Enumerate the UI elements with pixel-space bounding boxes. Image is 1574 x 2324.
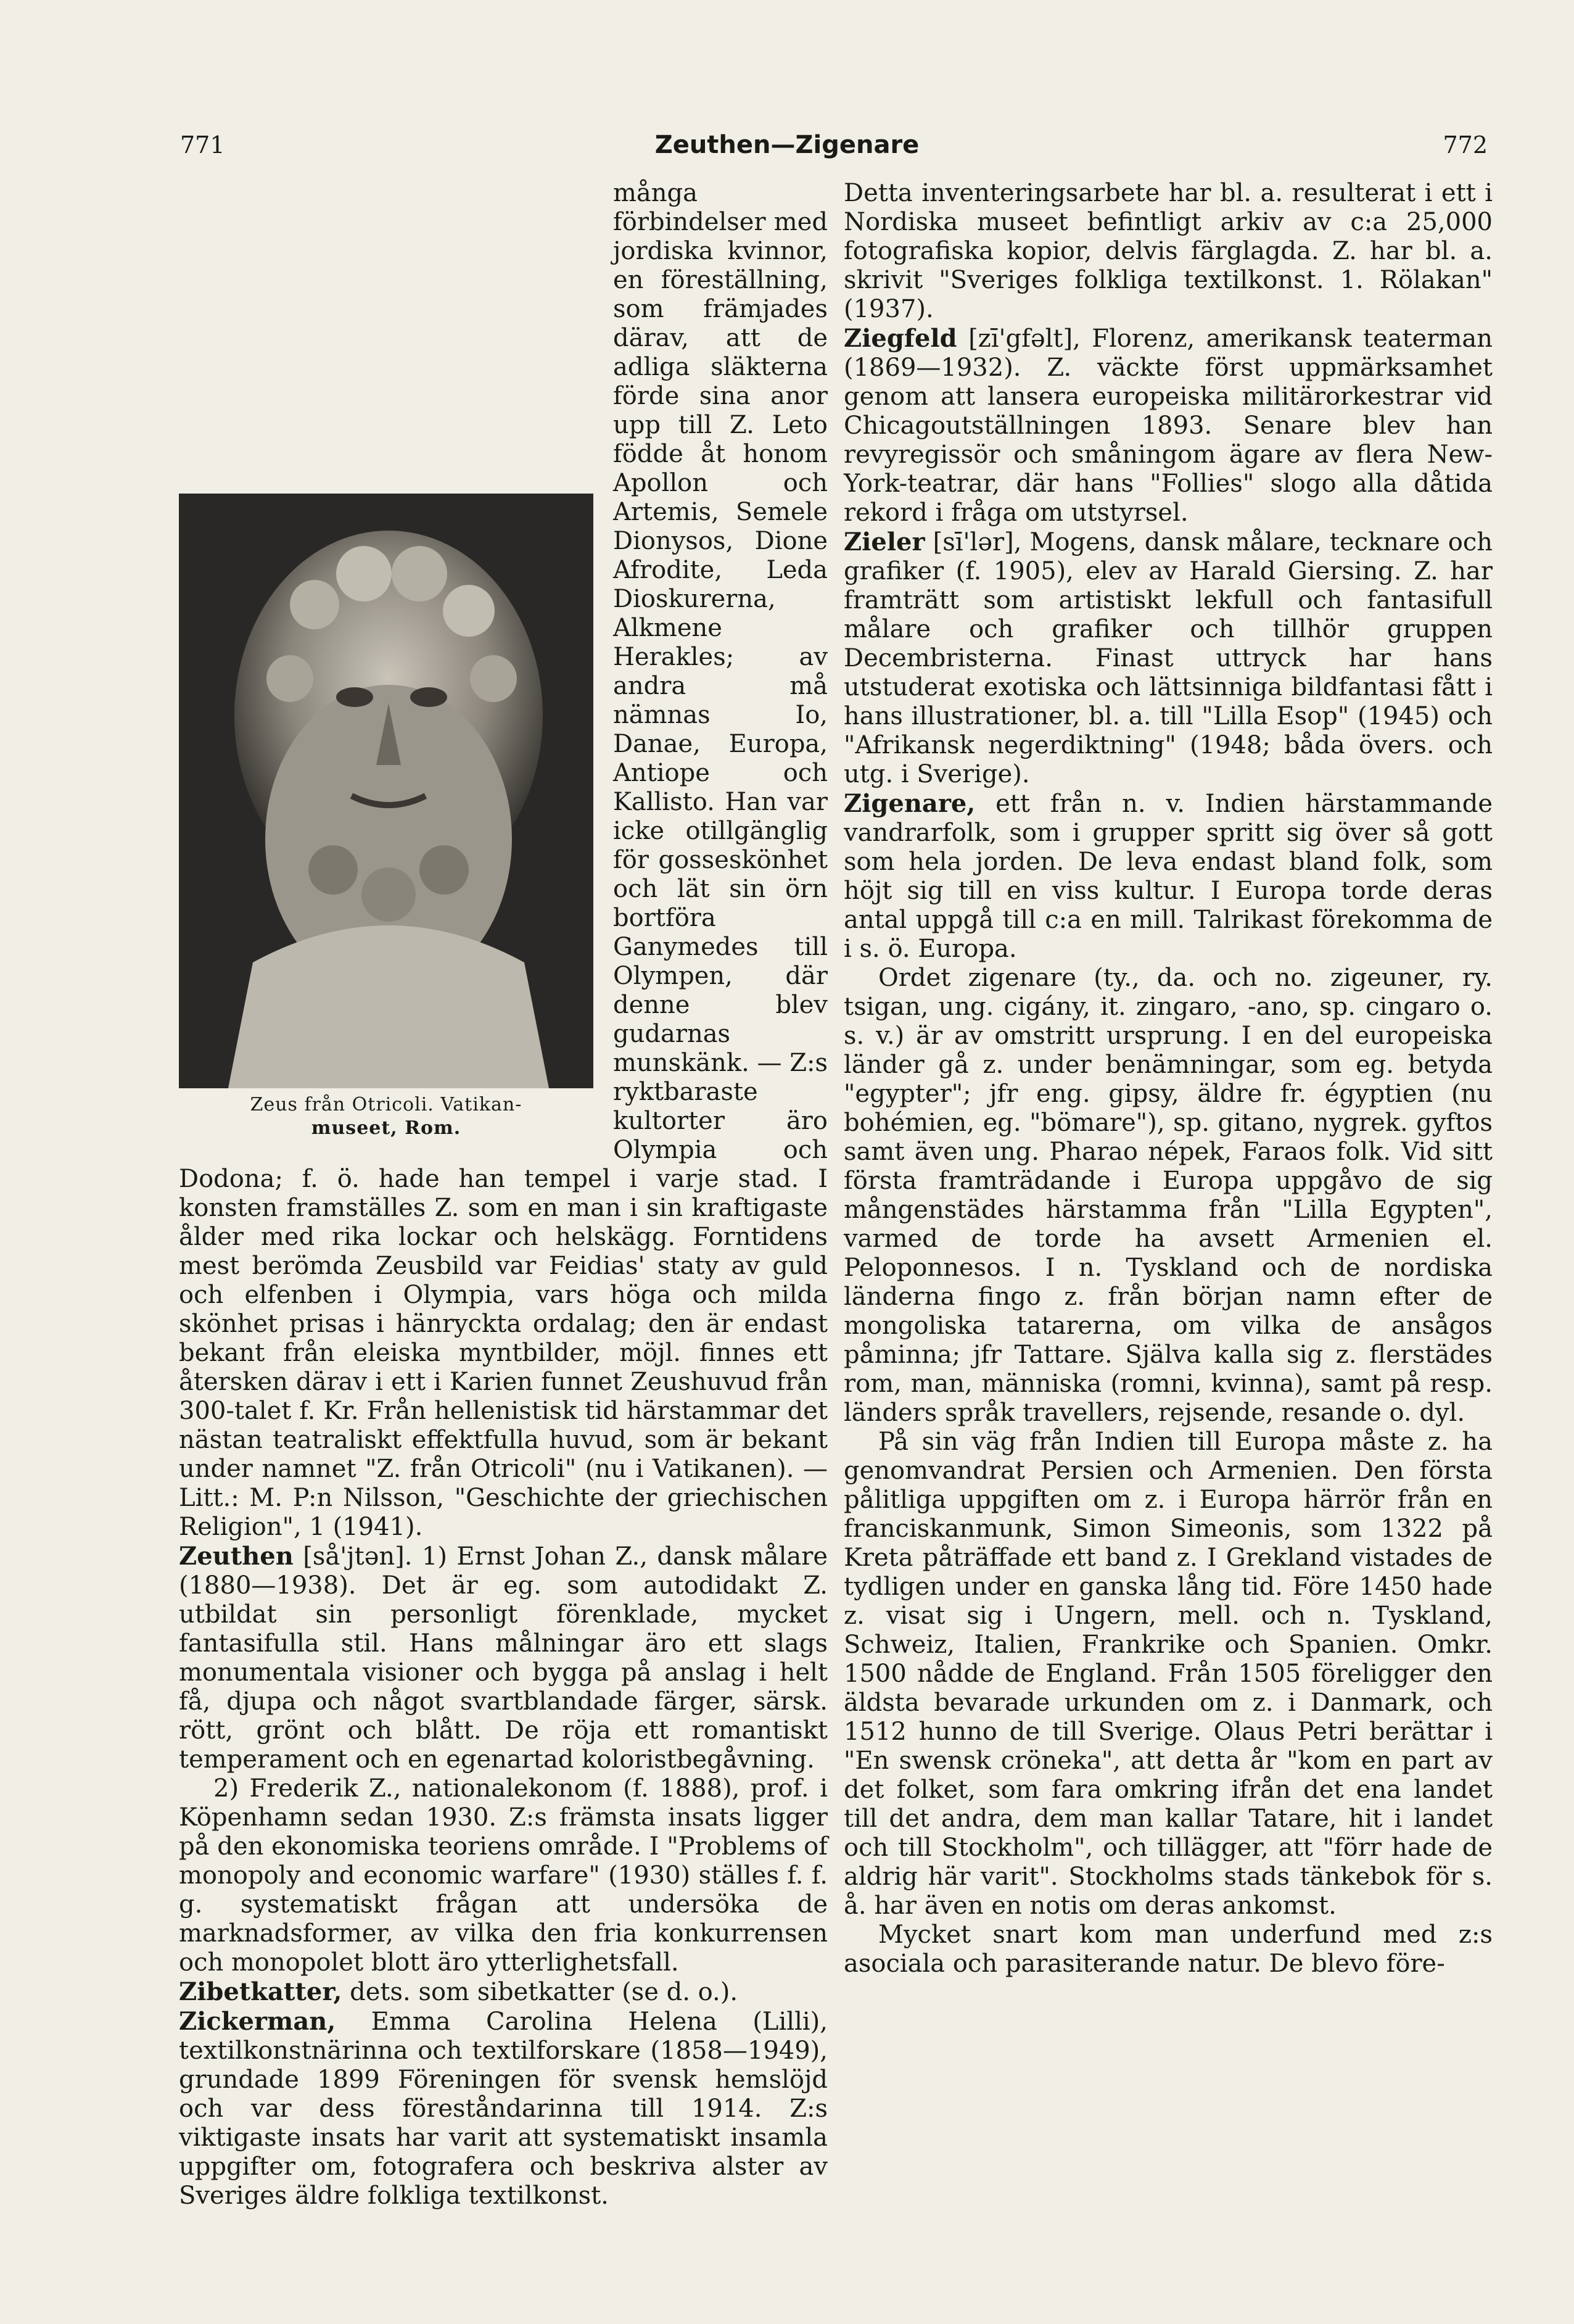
entry-ziegfeld	[844, 324, 1493, 527]
entry-body: [sī'lər], Mogens, dansk målare, tecknare och grafiker (f. 1905), elev av Harald Giersing. Z. har framträtt som artistiskt lekfull och fantasifull målare och grafiker och tillhör gruppen Decembristerna. Finast uttryck har hans utstuderat exotiska och lättsinniga bildfantasi fått i hans illustrationer, bl. a. till "Lilla Esop" (1945) och "Afrikansk negerdiktning" (1948; båda övers. och utg. i Sverige).	[844, 528, 1493, 788]
running-head: Zeuthen—Zigenare	[654, 131, 920, 159]
entry-zickerman	[179, 2007, 828, 2210]
zickerman-continuation: Detta inventeringsarbete har bl. a. resulterat i ett i Nordiska museet befintligt arkiv av c:a 25,000 fotografiska kopior, delvis färglagda. Z. har bl. a. skrivit "Sveriges folkliga textilkonst. 1. Rölakan" (1937).	[844, 179, 1493, 323]
zeus-bust-photo	[179, 494, 593, 1088]
headword: Ziegfeld	[844, 324, 957, 353]
entry-body: [så'jtən]. 1) Ernst Johan Z., dansk målare (1880—1938). Det är eg. som autodidakt Z. utbildat sin personligt förenklade, mycket fantasifulla stil. Hans målningar äro ett slags monumentala visioner och bygga på anslag i helt få, djupa och något svartblandade färger, särsk. rött, grönt och blått. De röja ett romantiskt temperament och en egenartad koloristbegåvning.	[179, 1542, 828, 1774]
right-column	[844, 179, 1493, 2153]
caption-line-2: museet, Rom.	[311, 1117, 461, 1139]
entry-zibetkatter	[179, 1977, 828, 2007]
paragraph-ordet: Ordet zigenare (ty., da. och no. zigeuner, ry. tsigan, ung. cigány, it. zingaro, -ano, sp. cingaro o. s. v.) är av omstritt ursprung. I en del europeiska länder gå z. under benämningar, som eg. betyda "egypter"; jfr eng. gipsy, äldre fr. égyptien (nu bohémien, eg. "bömare"), sp. gitano, nygrek. gyftos samt även ung. Pharao népek, Faraos folk. Vid sitt första framträdande i Europa uppgåvo de sig mångenstädes härstamma från "Lilla Egypten", varmed de torde ha avsett Armenien el. Peloponnesos. I n. Tyskland och de nordiska länderna fingo z. från början namn efter de mongoliska tatarerna, om vilka de ansågos påminna; jfr Tattare. Själva kalla sig z. flerstädes rom, man, människa (romni, kvinna), samt på resp. länders språk travellers, rejsende, resande o. dyl.	[844, 964, 1493, 1427]
entry-body: ett från n. v. Indien härstammande vandrarfolk, som i grupper spritt sig över så gott som hela jorden. De leva endast bland folk, som höjt sig till en viss kultur. I Europa torde deras antal uppgå till c:a en mill. Talrikast förekomma de i s. ö. Europa.	[844, 790, 1493, 963]
entry-zeuthen-2: 2) Frederik Z., nationalekonom (f. 1888), prof. i Köpenhamn sedan 1930. Z:s främsta insats ligger på den ekonomiska teoriens område. I "Problems of monopoly and economic warfare" (1930) ställes f. f. g. systematiskt frågan att undersöka de marknadsformer, av vilka den fria konkurrensen och monopolet blott äro ytterlighetsfall.	[179, 1774, 828, 1977]
headword: Zibetkatter,	[179, 1977, 342, 2006]
entry-body: Emma Carolina Helena (Lilli), textilkonstnärinna och textilforskare (1858—1949), grundade 1899 Föreningen för svensk hemslöjd och var dess föreståndarinna till 1914. Z:s viktigaste insats har varit att systematiskt insamla uppgifter om, fotografera och beskriva alster av Sveriges äldre folkliga textilkonst.	[179, 2008, 828, 2210]
figure-caption	[179, 1093, 593, 1140]
zeus-figure	[179, 494, 593, 1140]
entry-zeuthen	[179, 1542, 828, 1774]
entry-body: dets. som sibetkatter (se d. o.).	[350, 1978, 738, 2006]
caption-line-1: Zeus från Otricoli. Vatikan-	[250, 1094, 522, 1115]
headword: Zieler	[844, 527, 925, 556]
paragraph-mycket-snart: Mycket snart kom man underfund med z:s asociala och parasiterande natur. De blevo före-	[844, 1921, 1493, 1978]
headword: Zeuthen	[179, 1542, 294, 1571]
paragraph-pa-sin-vag: På sin väg från Indien till Europa måste z. ha genomvandrat Persien och Armenien. Den första pålitliga uppgiften om z. i Europa härrör från en franciskanmunk, Simon Simeonis, som 1322 på Kreta påträffade ett band z. I Grekland vistades de tydligen under en ganska lång tid. Före 1450 hade z. visat sig i Ungern, mell. och n. Tyskland, Schweiz, Italien, Frankrike och Spanien. Omkr. 1500 nådde de England. Från 1505 föreligger den äldsta bevarade urkunden om z. i Danmark, och 1512 hunno de till Sverige. Olaus Petri berättar i "En swensk cröneka", att detta år "kom en part av det folket, som fara omkring ifrån det ena landet till det andra, dem man kallar Tatare, hit i landet och till Stockholm", och tillägger, att "förr hade de aldrig här varit". Stockholms stads tänkebok för s. å. har även en notis om deras ankomst.	[844, 1428, 1493, 1920]
zeus-entry-continuation: många förbindelser med jordiska kvinnor, en föreställning, som främjades därav, att de adliga släkterna förde sina anor upp till Z. Leto födde åt honom Apollon och Artemis, Semele Dionysos, Dione Afrodite, Leda Dioskurerna, Alkmene Herakles; av andra må nämnas Io, Danae, Europa, Antiope och Kallisto. Han var icke otillgänglig för gosseskönhet och lät sin örn bortföra Ganymedes till Olympen, där denne blev gudarnas munskänk. — Z:s ryktbaraste kultorter äro Olympia och Dodona; f. ö. hade han tempel i varje stad. I konsten framställes Z. som en man i sin kraftigaste ålder med rika lockar och helskägg. Forntidens mest berömda Zeusbild var Feidias' staty av guld och elfenben i Olympia, vars höga och milda skönhet prisas i hänryckta ordalag; den är endast bekant från eleiska myntbilder, möjl. finnes ett återsken därav i ett i Karien funnet Zeushuvud från 300-talet f. Kr. Från hellenistisk tid härstammar det nästan teatraliskt effektfulla huvud, som är bekant under namnet "Z. från Otricoli" (nu i Vatikanen). — Litt.: M. P:n Nilsson, "Geschichte der griechischen Religion", 1 (1941).	[179, 179, 828, 1541]
headword: Zigenare,	[844, 789, 976, 818]
entry-zieler	[844, 527, 1493, 789]
headword: Zickerman,	[179, 2007, 336, 2036]
left-column	[179, 179, 828, 2210]
page-number-right: 772	[1443, 131, 1488, 159]
entry-body: [zī'gfəlt], Florenz, amerikansk teaterman (1869—1932). Z. väckte först uppmärksamhet genom att lansera europeiska militärorkestrar vid Chicagoutställningen 1893. Senare blev han revyregissör och småningom ägare av flera New-York-teatrar, där hans "Follies" slogo alla dåtida rekord i fråga om utstyrsel.	[844, 325, 1493, 527]
page-number-left: 771	[180, 131, 225, 159]
entry-zigenare	[844, 789, 1493, 964]
